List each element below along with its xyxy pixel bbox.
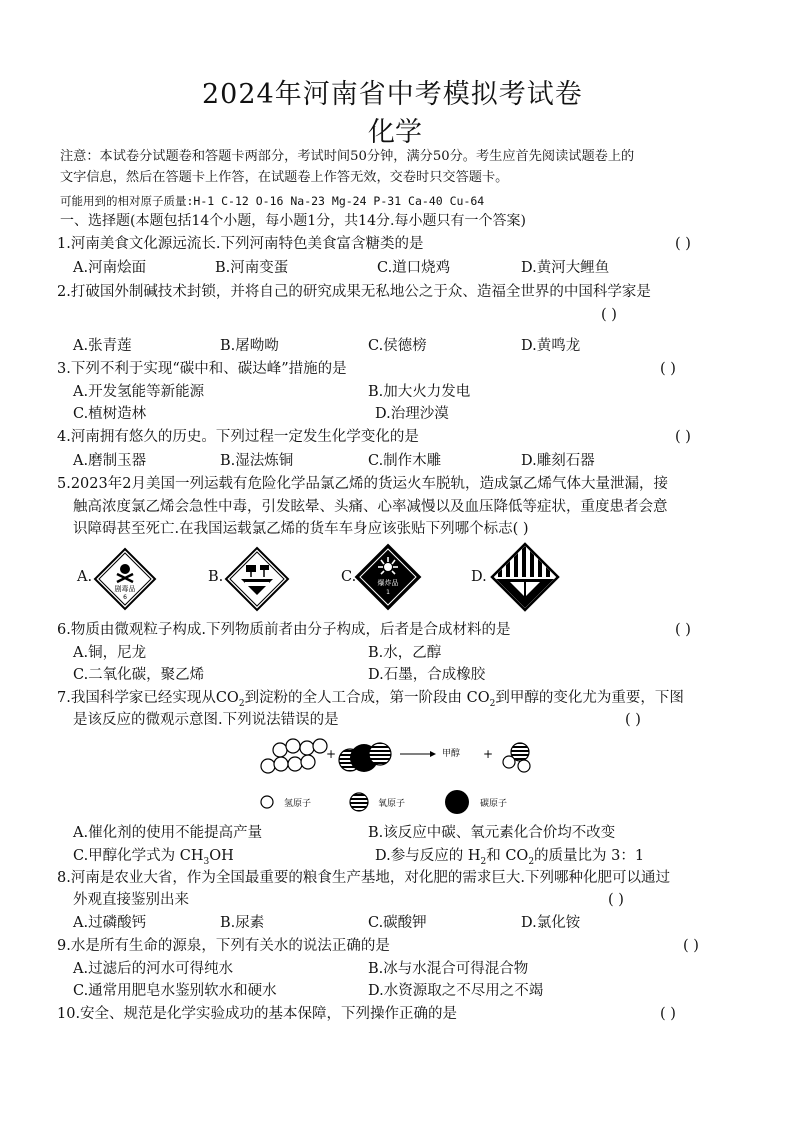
water-hydrogen-2 (518, 760, 530, 772)
notice-line-1: 注意：本试卷分试题卷和答题卡两部分，考试时间50分钟，满分50分。考生应首先阅读试题卷上的 (60, 149, 635, 164)
q7-option-d-mid: 和 CO (486, 848, 529, 864)
atom-legend (258, 790, 528, 816)
q7-line-1-post: 到甲醇的变化尤为重要，下图 (495, 690, 684, 706)
explosive-sign-number: 1 (386, 589, 390, 596)
q5-option-a: A. (77, 569, 93, 585)
plus-sign-2: + (483, 747, 494, 761)
q5-line-2: 触高浓度氯乙烯会急性中毒，引发眩晕、头痛、心率减慢以及血压降低等症状，重度患者会意 (73, 499, 668, 515)
carbon-legend-icon (445, 790, 469, 814)
miscellaneous-hazard-sign (490, 542, 560, 612)
q8-line-1: 8.河南是农业大省，作为全国最重要的粮食生产基地，对化肥的需求巨大.下列哪种化肥可以通过 (57, 870, 670, 886)
q8-option-c: C.碳酸钾 (368, 915, 427, 931)
q8-option-b: B.尿素 (220, 915, 265, 931)
subject-title: 化学 (368, 117, 422, 148)
notice-line-2: 文字信息，然后在答题卡上作答，在试题卷上作答无效，交卷时只交答题卡。 (60, 170, 509, 185)
q3-option-d: D.治理沙漠 (375, 406, 449, 422)
toxic-sign-label: 剧毒品 (114, 585, 136, 593)
q5-line-3: 识障碍甚至死亡.在我国运载氯乙烯的货车车身应该张贴下列哪个标志( ) (73, 521, 529, 537)
q4-stem: 4.河南拥有悠久的历史。下列过程一定发生化学变化的是 (57, 429, 419, 445)
q7-option-c-sub: 3 (203, 856, 210, 867)
explosive-sign-label: 爆炸品 (377, 579, 399, 587)
atomic-masses: 可能用到的相对原子质量:H-1 C-12 O-16 Na-23 Mg-24 P-31 Ca-40 Cu-64 (60, 194, 485, 208)
q5-line-1: 5.2023年2月美国一列运载有危险化学品氯乙烯的货运火车脱轨，造成氯乙烯气体大量泄漏，接 (57, 476, 668, 492)
q7-option-a: A.催化剂的使用不能提高产量 (73, 825, 263, 841)
q2-option-a: A.张青莲 (73, 338, 132, 354)
q5-option-b: B. (208, 569, 224, 585)
q3-option-c: C.植树造林 (73, 406, 147, 422)
q9-bracket: ( ) (683, 938, 699, 954)
water-hydrogen-1 (503, 756, 515, 768)
q4-option-a: A.磨制玉器 (73, 453, 147, 469)
q9-stem: 9.水是所有生命的源泉，下列有关水的说法正确的是 (57, 938, 390, 954)
reaction-micro-diagram (250, 734, 550, 782)
q9-option-c: C.通常用肥皂水鉴别软水和硬水 (73, 983, 277, 999)
q7-line-1-mid: 到淀粉的全人工合成，第一阶段由 CO (244, 690, 490, 706)
q3-option-b: B.加大火力发电 (368, 384, 471, 400)
q9-option-a: A.过滤后的河水可得纯水 (73, 961, 234, 977)
section-heading: 一、选择题(本题包括14个小题，每小题1分，共14分.每小题只有一个答案) (60, 213, 526, 229)
q1-option-b: B.河南变蛋 (215, 260, 289, 276)
q8-line-2: 外观直接鉴别出来 (73, 892, 189, 908)
q1-bracket: ( ) (675, 236, 691, 252)
q7-bracket: ( ) (625, 712, 641, 728)
q1-option-c: C.道口烧鸡 (377, 260, 451, 276)
q7-option-c-post: OH (209, 848, 234, 864)
q4-option-c: C.制作木雕 (368, 453, 442, 469)
q2-option-b: B.屠呦呦 (220, 338, 279, 354)
q7-option-d-pre: D.参与反应的 H (375, 848, 481, 864)
q6-option-a: A.铜，尼龙 (73, 645, 147, 661)
q1-stem: 1.河南美食文化源远流长.下列河南特色美食富含糖类的是 (57, 236, 424, 252)
corrosive-hazard-sign (224, 546, 290, 612)
q6-stem: 6.物质由微观粒子构成.下列物质前者由分子构成，后者是合成材料的是 (57, 622, 511, 638)
exam-title: 2024年河南省中考模拟考试卷 (202, 79, 583, 110)
q7-line-2: 是该反应的微观示意图.下列说法错误的是 (73, 712, 339, 728)
q5-option-d: D. (471, 569, 487, 585)
product-methanol-label: 甲醇 (442, 749, 461, 759)
q2-stem: 2.打破国外制碱技术封锁，并将自己的研究成果无私地公之于众、造福全世界的中国科学家是 (57, 284, 651, 300)
q7-option-d-post: 的质量比为 3：1 (534, 848, 645, 864)
legend-hydrogen: 氢原子 (284, 799, 312, 809)
q6-bracket: ( ) (675, 622, 691, 638)
q4-option-d: D.雕刻石器 (521, 453, 595, 469)
q2-option-d: D.黄鸣龙 (521, 338, 581, 354)
q3-stem: 3.下列不利于实现“碳中和、碳达峰”措施的是 (57, 361, 347, 377)
explosive-hazard-sign (354, 543, 422, 611)
q1-option-a: A.河南烩面 (73, 260, 147, 276)
q9-option-d: D.水资源取之不尽用之不竭 (368, 983, 544, 999)
q8-bracket: ( ) (608, 892, 624, 908)
q7-option-d-sub-2: 2 (528, 856, 535, 867)
toxic-sign-number: 6 (123, 594, 127, 601)
co2-oxygen-right (369, 743, 391, 765)
q4-option-b: B.湿法炼铜 (220, 453, 294, 469)
q5-option-c: C. (341, 569, 357, 585)
q6-option-c: C.二氧化碳，聚乙烯 (73, 667, 205, 683)
q2-option-c: C.侯德榜 (368, 338, 427, 354)
q10-stem: 10.安全、规范是化学实验成功的基本保障，下列操作正确的是 (57, 1006, 458, 1022)
oxygen-legend-icon (350, 793, 368, 811)
q2-bracket: ( ) (601, 307, 617, 323)
q4-bracket: ( ) (675, 429, 691, 445)
q7-option-c-pre: C.甲醇化学式为 CH (73, 848, 204, 864)
q9-option-b: B.冰与水混合可得混合物 (368, 961, 529, 977)
q6-option-b: B.水，乙醇 (368, 645, 442, 661)
q7-sub-2a: 2 (238, 698, 245, 709)
legend-carbon: 碳原子 (480, 799, 508, 809)
hydrogen-molecules (261, 739, 327, 773)
q3-bracket: ( ) (660, 361, 676, 377)
q7-option-b: B.该反应中碳、氧元素化合价均不改变 (368, 825, 616, 841)
hydrogen-legend-icon (261, 796, 273, 808)
q10-bracket: ( ) (660, 1006, 676, 1022)
q7-option-d-sub-1: 2 (480, 856, 487, 867)
q8-option-d: D.氯化铵 (521, 915, 581, 931)
q8-option-a: A.过磷酸钙 (73, 915, 147, 931)
q3-option-a: A.开发氢能等新能源 (73, 384, 205, 400)
legend-oxygen: 氧原子 (378, 799, 406, 809)
q7-sub-2b: 2 (489, 698, 496, 709)
toxic-hazard-sign (93, 547, 157, 611)
q1-option-d: D.黄河大鲤鱼 (521, 260, 610, 276)
plus-sign-1: + (326, 747, 337, 761)
q6-option-d: D.石墨，合成橡胶 (368, 667, 486, 683)
q7-line-1-pre: 7.我国科学家已经实现从CO (57, 690, 239, 706)
